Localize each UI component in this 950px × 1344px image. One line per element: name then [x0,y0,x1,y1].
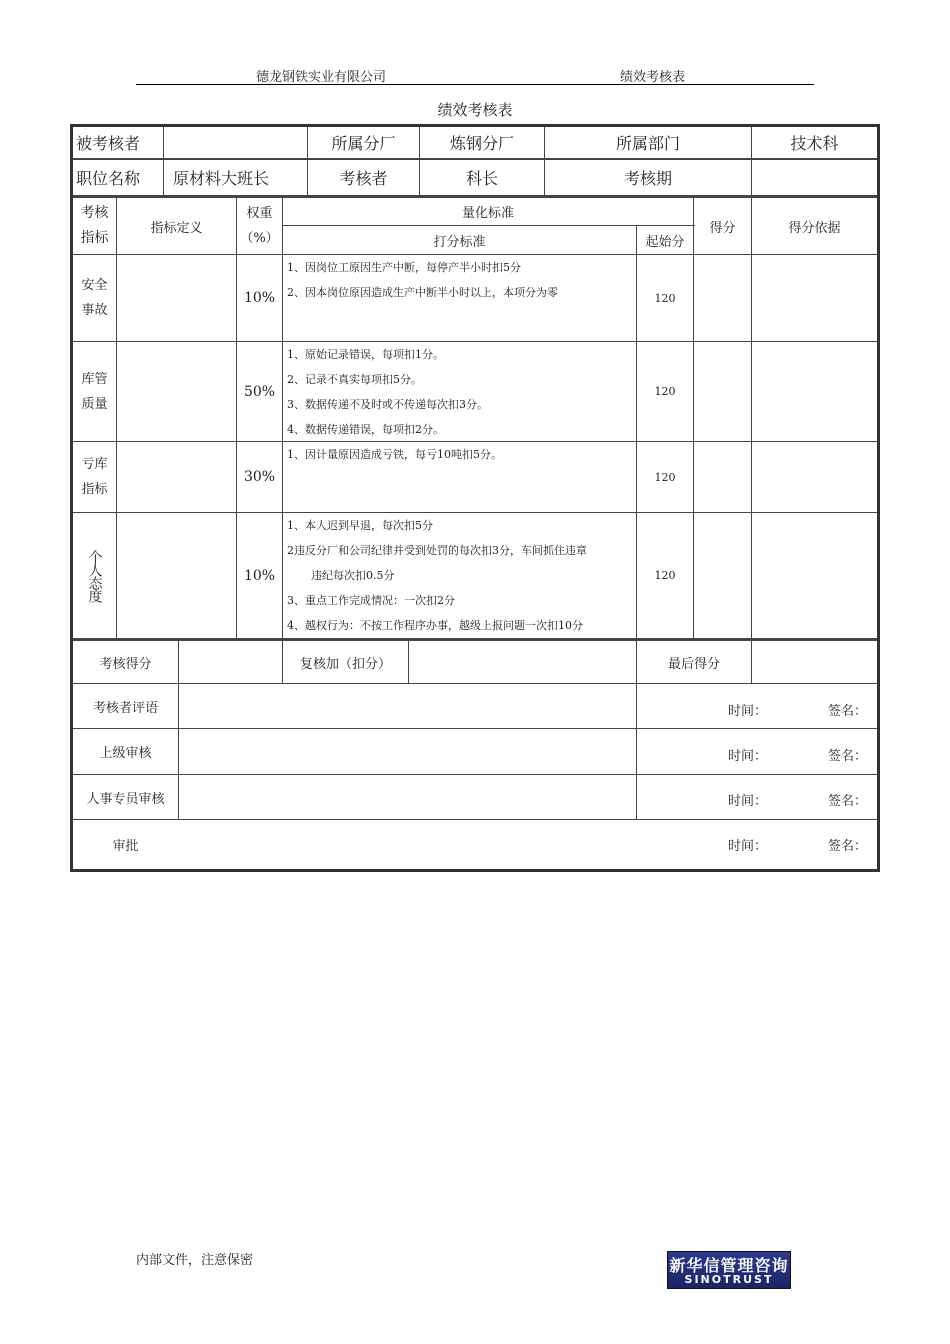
grid-line [116,198,117,638]
indicator-weight: 10% [243,567,276,584]
confidential-note: 内部文件，注意保密 [136,1253,254,1268]
indicator-criteria [287,513,587,638]
grid-line [751,198,752,638]
sinotrust-logo [667,1251,791,1289]
start-score-header: 起始分 [645,234,685,250]
criteria-item: 3、数据传递不及时或不传递每次扣3分。 [287,398,488,411]
indicator-criteria [287,442,502,467]
criteria-item: 2、记录不真实每项扣5分。 [287,373,422,386]
approval-label: 上级审核 [99,746,152,761]
indicator-header [73,198,116,254]
company-name: 德龙钢铁实业有限公司 [256,70,387,85]
indicator-name-line: 指标 [81,482,108,497]
approval-time-label: 时间： [728,704,768,719]
criteria-item: 1、原始记录错误，每项扣1分。 [287,348,444,361]
criteria-item: 4、数据传递错误，每项扣2分。 [287,423,444,436]
scoring-standard-header: 打分标准 [433,234,486,250]
criteria-item: 3、重点工作完成情况：一次扣2分 [287,594,455,607]
logo-en-text: SINOTRUST [684,1273,774,1286]
indicator-weight: 50% [243,383,276,400]
indicator-name-line: 质量 [81,396,108,412]
final-score-label: 最后得分 [667,656,720,672]
indicator-start-score: 120 [654,385,676,398]
approval-sign-label: 签名： [828,839,868,854]
factory-value[interactable]: 炼钢分厂 [449,134,514,153]
score-basis-header: 得分依据 [788,220,841,236]
approval-comment[interactable] [179,684,636,728]
approval-comment[interactable] [179,775,636,819]
indicator-start-score: 120 [654,291,676,305]
final-score-value[interactable] [752,641,877,683]
criteria-item: 1、因岗位工原因生产中断，每停产半小时扣5分 [287,261,521,274]
indicator-name-line: 事故 [81,303,108,318]
review-adjust-label: 复核加（扣分） [299,656,391,672]
indicator-header-line1: 考核 [80,205,109,221]
department-value[interactable]: 技术科 [790,134,839,153]
weight-header [237,198,282,254]
definition-header: 指标定义 [150,220,203,236]
form-title: 绩效考核表 [437,101,513,119]
assessor-label: 考核者 [339,169,388,188]
indicator-name-line: 安全 [81,278,108,293]
header-doc-title: 绩效考核表 [620,70,686,85]
criteria-item: 4、越权行为：不按工作程序办事，越级上报问题一次扣10分 [287,619,583,632]
page-header [136,62,814,85]
criteria-item: 1、本人迟到早退，每次扣5分 [287,519,433,532]
criteria-item: 2、因本岗位原因造成生产中断半小时以上，本项分为零 [287,286,558,299]
approval-label: 考核者评语 [92,700,158,716]
indicator-start-score: 120 [654,569,676,582]
criteria-item: 违纪每次扣0.5分 [311,569,395,582]
approval-label: 人事专员审核 [86,791,165,807]
criteria-item: 2违反分厂和公司纪律并受到处罚的每次扣3分，车间抓住违章 [287,544,587,557]
approval-label: 审批 [112,839,139,854]
indicator-header-line2: 指标 [80,230,109,246]
approval-time-label: 时间： [728,749,768,764]
indicator-name [73,255,116,341]
indicator-criteria [287,255,558,305]
approval-sign-label: 签名： [828,749,868,764]
grid-line [282,198,283,638]
indicator-name [73,442,116,512]
indicator-name-line: 库管 [81,371,108,387]
weight-header-line2: （%） [240,231,279,246]
factory-label: 所属分厂 [331,134,396,153]
indicator-name-text: 个人态度 [86,549,103,602]
approval-comment[interactable] [179,729,636,774]
criteria-item: 1、因计量原因造成亏铁，每亏10吨扣5分。 [287,448,502,461]
weight-header-line1: 权重 [246,206,273,221]
approval-time-label: 时间： [728,839,768,854]
indicator-weight: 10% [243,290,276,306]
assess-score-value[interactable] [179,641,282,683]
position-value[interactable]: 原材料大班长 [173,169,270,188]
approval-sign-label: 签名： [828,704,868,719]
indicator-name [73,342,116,441]
approval-time-label: 时间： [728,794,768,809]
indicator-start-score: 120 [654,470,676,484]
appraisal-table [70,124,880,872]
period-value[interactable] [752,160,877,195]
score-header: 得分 [709,220,736,236]
approval-sign-label: 签名： [828,794,868,809]
indicator-name [73,513,116,638]
assess-score-label: 考核得分 [99,656,152,672]
quant-standard-header: 量化标准 [461,206,514,221]
assessor-value[interactable]: 科长 [465,169,498,188]
department-label: 所属部门 [615,134,680,153]
logo-cn-text: 新华信管理咨询 [669,1256,789,1275]
indicator-weight: 30% [243,469,276,485]
position-label: 职位名称 [76,169,141,188]
assessee-label: 被考核者 [76,134,141,153]
indicator-criteria [287,342,488,442]
assessee-value[interactable] [164,127,307,158]
review-adjust-value[interactable] [409,641,636,683]
indicator-name-line: 亏库 [81,457,108,472]
approval-comment[interactable] [179,820,636,869]
period-label: 考核期 [623,169,672,188]
grid-line [693,198,694,638]
